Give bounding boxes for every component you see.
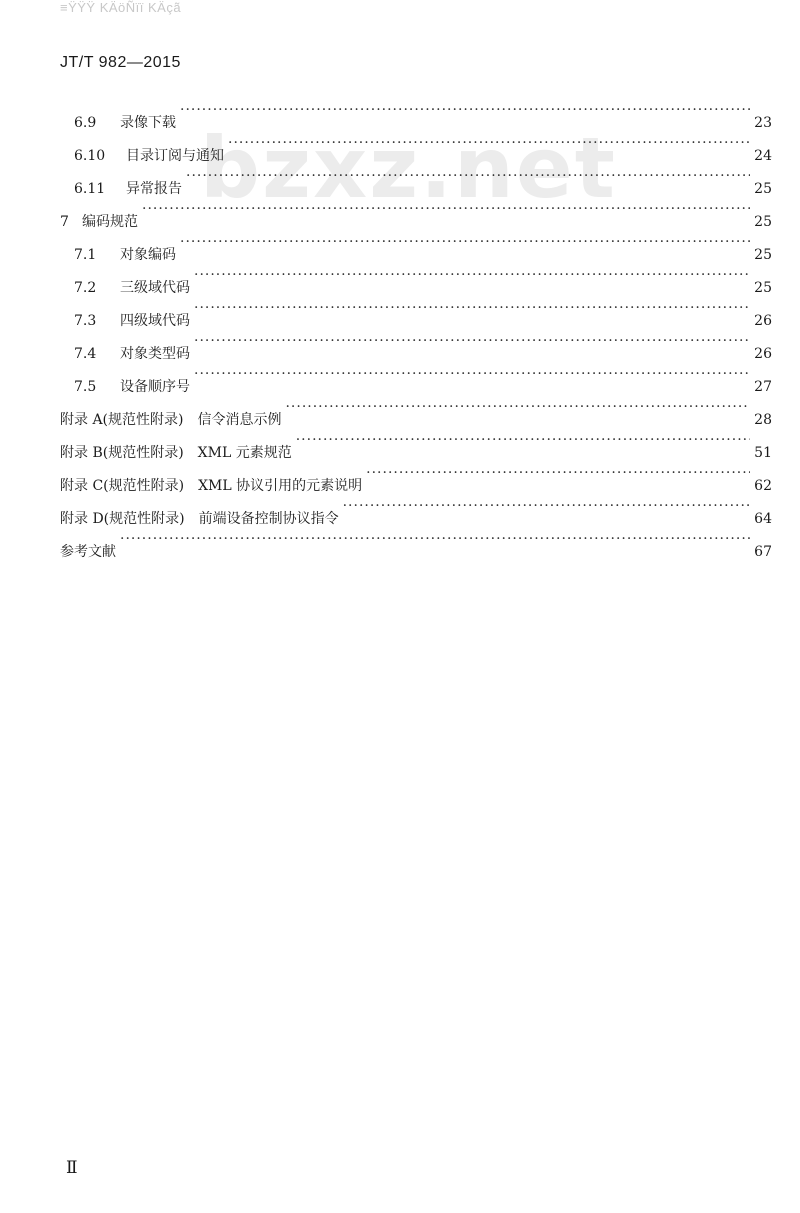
table-of-contents [60, 94, 772, 560]
toc-page: 28 [754, 412, 772, 428]
toc-entry-6-9[interactable] [60, 94, 772, 131]
toc-number: 附录 C(规范性附录) [60, 478, 185, 494]
toc-leader [180, 226, 750, 259]
toc-page: 62 [754, 478, 772, 494]
toc-leader [194, 259, 750, 292]
watermark: bzxz.net [200, 119, 617, 217]
toc-number: 6.9 [74, 115, 97, 131]
toc-leader [194, 358, 750, 391]
toc-page: 67 [754, 544, 772, 560]
toc-page: 64 [754, 511, 772, 527]
toc-entry-7-1[interactable] [60, 226, 772, 263]
toc-page: 51 [754, 445, 772, 461]
toc-leader [228, 127, 750, 160]
toc-title: 前端设备控制协议指令 [198, 511, 339, 527]
toc-leader [366, 457, 750, 490]
toc-title: 异常报告 [126, 181, 182, 197]
toc-leader [180, 94, 750, 127]
toc-title: 三级域代码 [120, 280, 190, 296]
toc-title: 目录订阅与通知 [126, 148, 224, 164]
toc-number: 7.4 [74, 346, 97, 362]
toc-page: 23 [754, 115, 772, 131]
toc-number: 7 [60, 214, 69, 230]
toc-number: 附录 D(规范性附录) [60, 511, 185, 527]
toc-title: XML 协议引用的元素说明 [198, 478, 363, 494]
toc-number: 6.10 [74, 148, 106, 164]
toc-title: 信令消息示例 [197, 412, 282, 428]
toc-page: 26 [754, 313, 772, 329]
toc-leader [142, 193, 750, 226]
toc-leader [186, 160, 750, 193]
toc-page: 26 [754, 346, 772, 362]
toc-entry-references[interactable] [60, 523, 772, 560]
toc-leader [120, 523, 750, 556]
toc-page: 27 [754, 379, 772, 395]
toc-leader [194, 325, 750, 358]
toc-page: 25 [754, 181, 772, 197]
toc-page: 25 [754, 280, 772, 296]
toc-title: 编码规范 [82, 214, 138, 230]
page-number: Ⅱ [66, 1158, 78, 1178]
toc-number: 6.11 [74, 181, 106, 197]
toc-leader [343, 490, 750, 523]
toc-page: 24 [754, 148, 772, 164]
toc-number: 7.1 [74, 247, 97, 263]
toc-title: 设备顺序号 [120, 379, 190, 395]
toc-number: 7.3 [74, 313, 97, 329]
standard-code: JT/T 982—2015 [60, 54, 181, 71]
header-garbled-text: ≡ŸŸŸ KÄöÑïï KÄçã [60, 0, 182, 15]
toc-title: 四级域代码 [120, 313, 190, 329]
toc-leader [194, 292, 750, 325]
toc-leader [296, 424, 750, 457]
toc-page: 25 [754, 214, 772, 230]
toc-title: 录像下载 [120, 115, 176, 131]
toc-number: 附录 A(规范性附录) [60, 412, 184, 428]
toc-title: 对象编码 [120, 247, 176, 263]
toc-number: 7.2 [74, 280, 97, 296]
toc-number: 附录 B(规范性附录) [60, 445, 184, 461]
toc-title: 参考文献 [60, 544, 116, 560]
toc-entry-7[interactable] [60, 193, 772, 230]
toc-leader [285, 391, 750, 424]
toc-number: 7.5 [74, 379, 97, 395]
toc-page: 25 [754, 247, 772, 263]
toc-title: XML 元素规范 [197, 445, 292, 461]
toc-title: 对象类型码 [120, 346, 190, 362]
